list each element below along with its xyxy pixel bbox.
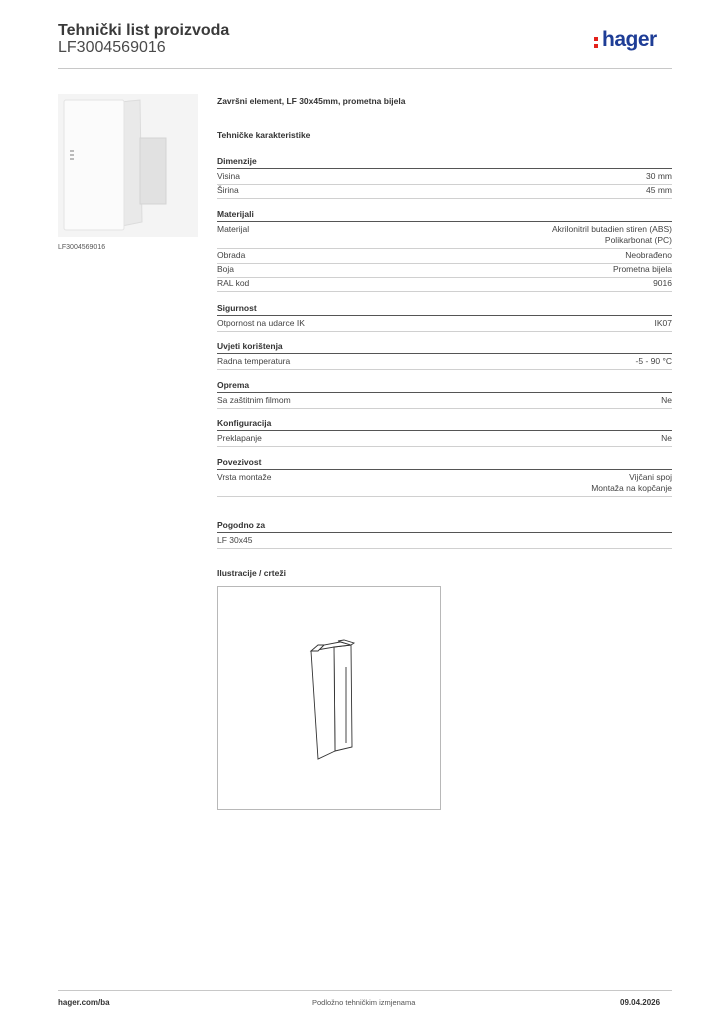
spec-value <box>552 224 672 246</box>
section-sigurnost-title: Sigurnost <box>217 303 672 316</box>
product-name: Završni element, LF 30x45mm, prometna bijela <box>217 96 406 106</box>
spec-row <box>217 395 672 409</box>
spec-row <box>217 433 672 447</box>
footer-date: 09.04.2026 <box>620 998 661 1007</box>
document-title: Tehnički list proizvoda <box>58 22 230 39</box>
footer-divider <box>58 990 672 991</box>
spec-label: RAL kod <box>217 278 250 288</box>
spec-row <box>217 224 672 249</box>
spec-value: Neobrađeno <box>625 250 672 260</box>
spec-row <box>217 264 672 278</box>
footer-note: Podložno tehničkim izmjenama <box>312 998 416 1007</box>
spec-label: Vrsta montaže <box>217 472 272 482</box>
spec-value: Ne <box>661 395 672 405</box>
spec-label: Radna temperatura <box>217 356 291 366</box>
tech-characteristics-heading: Tehničke karakteristike <box>217 130 311 140</box>
illustrations-heading: Ilustracije / crteži <box>217 568 286 578</box>
product-photo <box>58 94 198 237</box>
spec-label: Preklapanje <box>217 433 262 443</box>
hager-logo <box>594 30 672 54</box>
spec-label: Boja <box>217 264 235 274</box>
product-photo-image <box>58 94 198 237</box>
spec-value-line: Vijčani spoj <box>629 472 672 482</box>
spec-value: 45 mm <box>646 185 672 195</box>
section-pogodno-title: Pogodno za <box>217 520 672 533</box>
spec-label: Visina <box>217 171 240 181</box>
section-materijali-title: Materijali <box>217 209 672 222</box>
section-konfiguracija-title: Konfiguracija <box>217 418 672 431</box>
footer-website-link[interactable]: hager.com/ba <box>58 998 110 1007</box>
spec-row <box>217 171 672 185</box>
spec-label: Otpornost na udarce IK <box>217 318 305 328</box>
spec-row <box>217 356 672 370</box>
spec-value-line: Polikarbonat (PC) <box>604 235 672 245</box>
spec-row <box>217 278 672 292</box>
spec-value: IK07 <box>654 318 672 328</box>
spec-label: Sa zaštitnim filmom <box>217 395 291 405</box>
spec-label: LF 30x45 <box>217 535 253 545</box>
spec-row <box>217 250 672 264</box>
spec-value: Ne <box>661 433 672 443</box>
section-dimenzije-title: Dimenzije <box>217 156 672 169</box>
section-povezivost-title: Povezivost <box>217 457 672 470</box>
section-uvjeti-title: Uvjeti korištenja <box>217 341 672 354</box>
spec-label: Materijal <box>217 224 250 234</box>
spec-value <box>591 472 672 494</box>
spec-value: -5 - 90 °C <box>635 356 672 366</box>
spec-label: Obrada <box>217 250 246 260</box>
spec-row <box>217 185 672 199</box>
spec-value: Prometna bijela <box>612 264 672 274</box>
spec-value: 30 mm <box>646 171 672 181</box>
spec-value-line: Montaža na kopčanje <box>591 483 672 493</box>
spec-label: Širina <box>217 185 239 195</box>
product-code: LF3004569016 <box>58 39 166 56</box>
end-cap-drawing <box>218 587 440 809</box>
spec-value-line: Akrilonitril butadien stiren (ABS) <box>552 224 672 234</box>
photo-caption: LF3004569016 <box>58 244 106 251</box>
spec-row <box>217 472 672 497</box>
logo-dots-icon <box>594 37 599 51</box>
spec-row <box>217 535 672 549</box>
technical-drawing <box>217 586 441 810</box>
spec-row <box>217 318 672 332</box>
spec-value: 9016 <box>653 278 672 288</box>
section-oprema-title: Oprema <box>217 380 672 393</box>
header-divider <box>58 68 672 69</box>
logo-text: hager <box>602 28 657 51</box>
